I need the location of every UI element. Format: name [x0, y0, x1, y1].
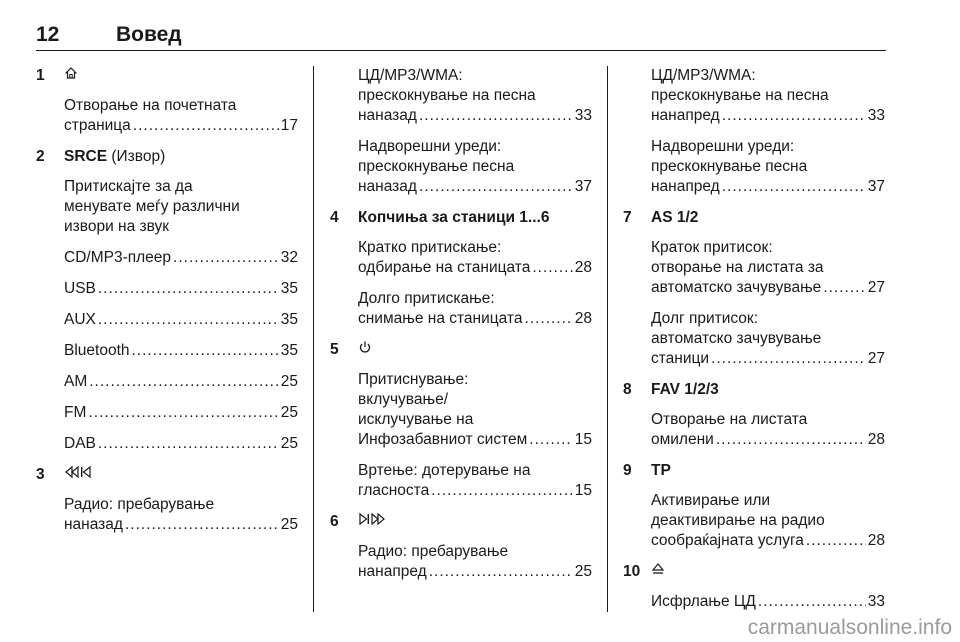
page-ref-link[interactable]: 27 [867, 350, 885, 367]
index-entry [651, 238, 885, 298]
entry-text: деактивирање на радио [651, 512, 825, 529]
item-heading [330, 208, 592, 228]
leader-dots [722, 106, 866, 126]
entry-text: сообраќајната услуга [651, 532, 804, 549]
entry-line [64, 515, 298, 535]
entry-line [651, 531, 885, 551]
entry-line [358, 309, 592, 329]
index-entry [651, 137, 885, 197]
item-number: 2 [36, 148, 45, 165]
entry-text: Bluetooth [64, 342, 130, 359]
item-number: 5 [330, 341, 339, 358]
page-ref-link[interactable]: 35 [280, 342, 298, 359]
page-ref-link[interactable]: 35 [280, 311, 298, 328]
leader-dots [758, 592, 866, 612]
entry-line [358, 481, 592, 501]
index-entry [651, 410, 885, 450]
entry-line [651, 106, 885, 126]
entry-text: Долго притискање: [358, 290, 495, 307]
entry-text: Активирање или [651, 492, 771, 509]
entry-text: нанапред [358, 563, 427, 580]
page-ref-link[interactable]: 17 [280, 117, 298, 134]
entry-text: омилени [651, 431, 714, 448]
page-ref-link[interactable]: 28 [574, 310, 592, 327]
page-ref-link[interactable]: 15 [574, 482, 592, 499]
page-ref-link[interactable]: 28 [574, 259, 592, 276]
item-heading [623, 380, 885, 400]
item-number: 3 [36, 466, 45, 483]
item-label [64, 147, 165, 167]
item-number: 10 [623, 563, 641, 580]
entry-text: страница [64, 117, 131, 134]
page-ref-link[interactable]: 25 [574, 563, 592, 580]
entry-text: прескокнување песна [651, 158, 808, 175]
index-entry [651, 66, 885, 126]
entry-line [358, 258, 592, 278]
entry-text: Радио: пребарување [64, 496, 215, 513]
entry-text: ЦД/MP3/WMA: [651, 67, 756, 84]
entry-text: прескокнување на песна [358, 87, 536, 104]
page-number: 12 [36, 23, 60, 46]
leader-dots [722, 177, 866, 197]
item-number: 4 [330, 209, 339, 226]
entry-line [64, 434, 298, 454]
control-name: TP [651, 462, 671, 479]
page-ref-link[interactable]: 32 [280, 249, 298, 266]
entry-text: наназад [358, 107, 417, 124]
index-entry [64, 96, 298, 136]
entry-text: гласноста [358, 482, 430, 499]
leader-dots [419, 177, 573, 197]
leader-dots [132, 341, 279, 361]
entry-text: менувате меѓу различни [64, 198, 240, 215]
index-entry [651, 592, 885, 612]
column-3 [623, 66, 885, 623]
item-number: 8 [623, 381, 632, 398]
leader-dots [125, 515, 279, 535]
index-entry [358, 370, 592, 450]
entry-text: одбирање на станицата [358, 259, 531, 276]
page-ref-link[interactable]: 37 [574, 178, 592, 195]
entry-text: станици [651, 350, 710, 367]
item-label [64, 66, 78, 86]
leader-dots [806, 531, 866, 551]
index-entry [64, 177, 298, 237]
index-entry [651, 491, 885, 551]
entry-text: CD/MP3-плеер [64, 249, 172, 266]
home-icon [64, 66, 78, 86]
seek-back-icon [64, 465, 94, 485]
item-label [358, 208, 549, 228]
item-heading [36, 147, 298, 167]
leader-dots [529, 430, 572, 450]
leader-dots [133, 116, 279, 136]
page-ref-link[interactable]: 25 [280, 404, 298, 421]
entry-line [358, 562, 592, 582]
page-ref-link[interactable]: 33 [867, 107, 885, 124]
item-label [651, 208, 698, 228]
index-entry [64, 434, 298, 454]
entry-line [651, 430, 885, 450]
leader-dots [431, 481, 573, 501]
entry-text: Вртење: дотерување на [358, 462, 531, 479]
leader-dots [89, 372, 279, 392]
entry-text: USB [64, 280, 96, 297]
leader-dots [88, 403, 278, 423]
seek-forward-icon [358, 512, 388, 532]
entry-line [358, 430, 592, 450]
item-number: 9 [623, 462, 632, 479]
entry-text: наназад [358, 178, 417, 195]
entry-text: нанапред [651, 178, 720, 195]
index-entry [64, 248, 298, 268]
entry-line [64, 403, 298, 423]
entry-text: AUX [64, 311, 96, 328]
item-heading [36, 465, 298, 485]
item-number: 7 [623, 209, 632, 226]
index-entry [64, 495, 298, 535]
entry-text: Инфозабавниот систем [358, 431, 528, 448]
index-entry [358, 289, 592, 329]
entry-text: DAB [64, 435, 96, 452]
control-name: Копчиња за станици 1...6 [358, 209, 550, 226]
index-entry [64, 403, 298, 423]
page-ref-link[interactable]: 28 [867, 431, 885, 448]
item-label [651, 461, 671, 481]
leader-dots [173, 248, 279, 268]
entry-line [64, 248, 298, 268]
item-label [64, 465, 94, 485]
entry-text: снимање на станицата [358, 310, 523, 327]
page-ref-link[interactable]: 37 [867, 178, 885, 195]
control-name: FAV 1/2/3 [651, 381, 719, 398]
entry-line [651, 349, 885, 369]
item-heading [330, 340, 592, 360]
control-description: (Извор) [107, 148, 166, 165]
leader-dots [429, 562, 573, 582]
leader-dots [532, 258, 572, 278]
index-entry [651, 309, 885, 369]
item-heading [330, 512, 592, 532]
index-entry [358, 137, 592, 197]
column-1 [36, 66, 298, 546]
page-ref-link[interactable]: 33 [867, 593, 885, 610]
eject-icon [651, 562, 665, 582]
entry-line [651, 592, 885, 612]
entry-text: Отворање на почетната [64, 97, 237, 114]
entry-text: Надворешни уреди: [358, 138, 502, 155]
leader-dots [98, 279, 279, 299]
index-entry [64, 372, 298, 392]
entry-line [64, 279, 298, 299]
entry-line [651, 278, 885, 298]
page-header [36, 22, 886, 51]
item-label [358, 340, 372, 360]
item-heading [623, 208, 885, 228]
page-ref-link[interactable]: 15 [574, 431, 592, 448]
leader-dots [98, 434, 279, 454]
control-name: AS 1/2 [651, 209, 699, 226]
entry-text: Надворешни уреди: [651, 138, 795, 155]
entry-text: вклучување/ [358, 391, 449, 408]
control-name: SRCE [64, 148, 108, 165]
entry-text: ЦД/MP3/WMA: [358, 67, 463, 84]
leader-dots [711, 349, 866, 369]
page-ref-link[interactable]: 28 [867, 532, 885, 549]
entry-text: прескокнување на песна [651, 87, 829, 104]
page-ref-link[interactable]: 25 [280, 373, 298, 390]
page-ref-link[interactable]: 35 [280, 280, 298, 297]
entry-line [64, 310, 298, 330]
entry-line [358, 106, 592, 126]
entry-text: Притиснување: [358, 371, 469, 388]
entry-text: нанапред [651, 107, 720, 124]
item-label [651, 380, 719, 400]
entry-line [64, 341, 298, 361]
index-entry [358, 66, 592, 126]
entry-text: Долг притисок: [651, 310, 759, 327]
page-ref-link[interactable]: 25 [280, 435, 298, 452]
page-ref-link[interactable]: 33 [574, 107, 592, 124]
leader-dots [524, 309, 572, 329]
index-entry [358, 542, 592, 582]
entry-text: Кратко притискање: [358, 239, 502, 256]
entry-text: отворање на листата за [651, 259, 824, 276]
entry-text: Краток притисок: [651, 239, 773, 256]
power-icon [358, 340, 372, 360]
entry-text: FM [64, 404, 87, 421]
index-entry [64, 310, 298, 330]
item-heading [623, 562, 885, 582]
item-heading [36, 66, 298, 86]
leader-dots [98, 310, 279, 330]
entry-text: автоматско зачувување [651, 330, 822, 347]
column-divider [607, 66, 608, 612]
index-entry [64, 341, 298, 361]
entry-text: Исфрлање ЦД [651, 593, 756, 610]
leader-dots [716, 430, 866, 450]
entry-text: AM [64, 373, 88, 390]
item-number: 1 [36, 67, 45, 84]
index-entry [358, 238, 592, 278]
entry-text: Отворање на листата [651, 411, 808, 428]
column-divider [313, 66, 314, 612]
entry-text: наназад [64, 516, 123, 533]
page-ref-link[interactable]: 25 [280, 516, 298, 533]
item-label [358, 512, 388, 532]
entry-line [64, 372, 298, 392]
entry-text: Радио: пребарување [358, 543, 509, 560]
entry-text: исклучување на [358, 411, 474, 428]
entry-text: извори на звук [64, 218, 170, 235]
entry-text: прескокнување песна [358, 158, 515, 175]
entry-text: автоматско зачувување [651, 279, 822, 296]
index-entry [64, 279, 298, 299]
column-2 [330, 66, 592, 593]
leader-dots [419, 106, 573, 126]
item-heading [623, 461, 885, 481]
index-entry [358, 461, 592, 501]
page-title: Вовед [116, 23, 182, 46]
entry-text: Притискајте за да [64, 178, 193, 195]
entry-line [358, 177, 592, 197]
watermark: carmanualsonline.info [747, 616, 952, 639]
entry-line [64, 116, 298, 136]
page-ref-link[interactable]: 27 [867, 279, 885, 296]
item-number: 6 [330, 513, 339, 530]
leader-dots [823, 278, 865, 298]
item-label [651, 562, 665, 582]
entry-line [651, 177, 885, 197]
